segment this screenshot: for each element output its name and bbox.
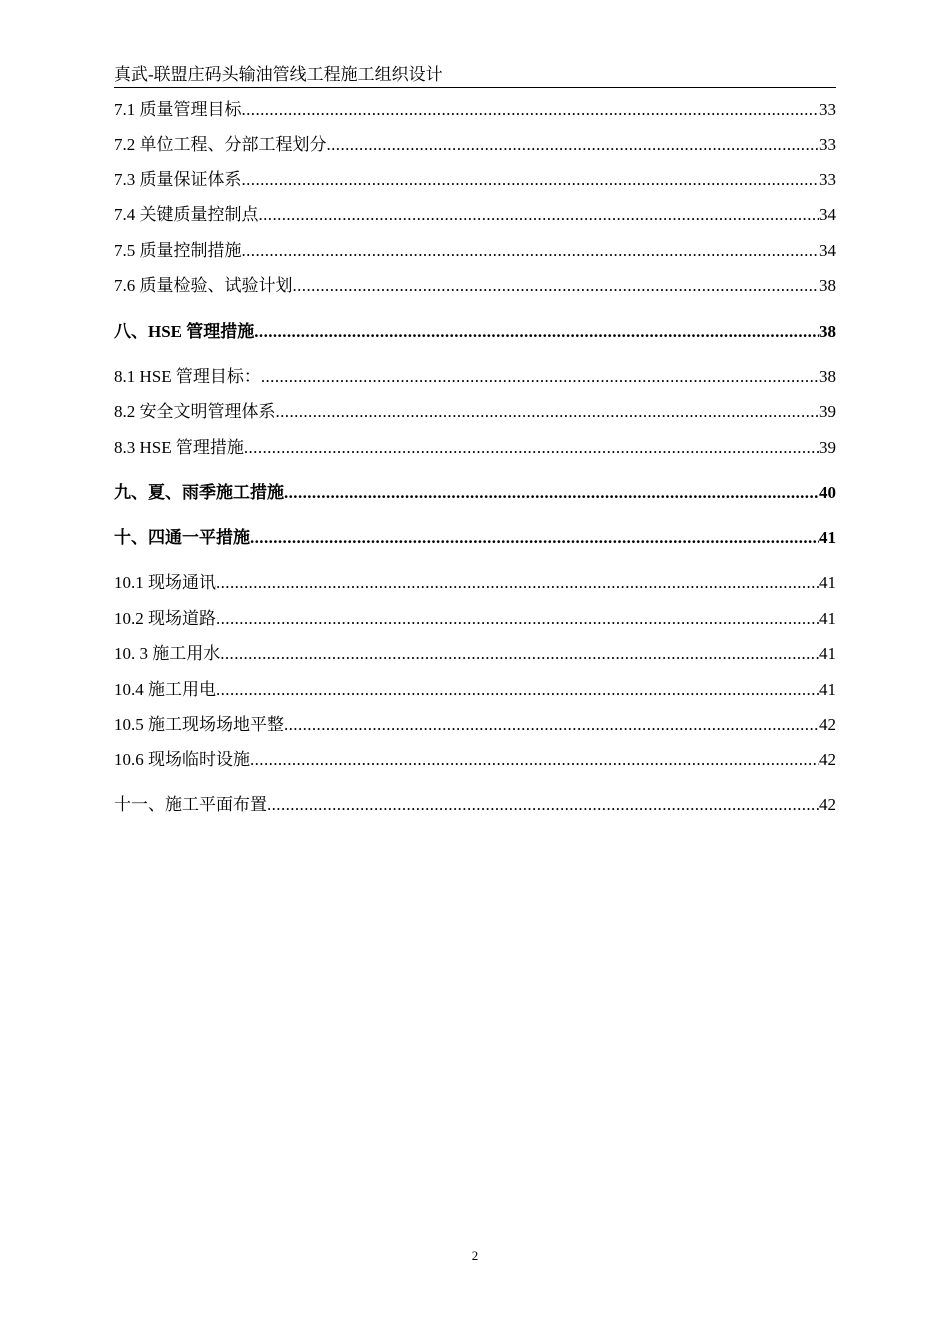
- toc-entry[interactable]: [114, 95, 836, 125]
- toc-entry-page: 38: [819, 276, 836, 295]
- toc-entry[interactable]: [114, 236, 836, 266]
- toc-dot-leader: [250, 745, 819, 775]
- toc-dot-leader: [250, 523, 819, 553]
- toc-entry-label: 10.4 施工用电: [114, 680, 216, 699]
- toc-entry[interactable]: [114, 397, 836, 427]
- toc-dot-leader: [216, 675, 819, 705]
- toc-entry[interactable]: [114, 745, 836, 775]
- toc-entry-label: 十一、施工平面布置: [114, 795, 267, 814]
- toc-chapter-entry[interactable]: [114, 478, 836, 508]
- toc-entry-page: 33: [819, 135, 836, 154]
- toc-dot-leader: [216, 568, 819, 598]
- toc-entry-label: 7.1 质量管理目标: [114, 100, 242, 119]
- toc-entry-label: 10.5 施工现场场地平整: [114, 715, 284, 734]
- toc-entry[interactable]: [114, 200, 836, 230]
- toc-entry-label: 九、夏、雨季施工措施: [114, 483, 284, 502]
- toc-dot-leader: [244, 433, 819, 463]
- toc-entry-label: 8.3 HSE 管理措施: [114, 438, 244, 457]
- toc-entry-page: 42: [819, 795, 836, 814]
- toc-dot-leader: [254, 317, 819, 347]
- toc-entry-page: 41: [819, 528, 836, 547]
- toc-dot-leader: [242, 95, 820, 125]
- toc-dot-leader: [284, 710, 819, 740]
- toc-dot-leader: [220, 639, 819, 669]
- toc-entry-label: 8.1 HSE 管理目标：: [114, 367, 261, 386]
- toc-entry-label: 10.6 现场临时设施: [114, 750, 250, 769]
- toc-entry[interactable]: [114, 130, 836, 160]
- toc-entry-page: 41: [819, 644, 836, 663]
- toc-dot-leader: [216, 604, 819, 634]
- toc-entry-page: 38: [819, 367, 836, 386]
- toc-entry-label: 7.6 质量检验、试验计划: [114, 276, 293, 295]
- page-number: 2: [471, 1248, 479, 1263]
- toc-entry-label: 十、四通一平措施: [114, 528, 250, 547]
- toc-entry-page: 41: [819, 680, 836, 699]
- toc-entry[interactable]: [114, 165, 836, 195]
- toc-entry[interactable]: [114, 710, 836, 740]
- toc-entry-page: 40: [819, 483, 836, 502]
- toc-entry[interactable]: [114, 271, 836, 301]
- toc-entry-label: 7.5 质量控制措施: [114, 241, 242, 260]
- toc-dot-leader: [284, 478, 819, 508]
- toc-entry-page: 33: [819, 170, 836, 189]
- toc-entry[interactable]: [114, 568, 836, 598]
- toc-chapter-entry[interactable]: [114, 317, 836, 347]
- toc-dot-leader: [242, 165, 820, 195]
- toc-entry-label: 7.2 单位工程、分部工程划分: [114, 135, 327, 154]
- toc-entry[interactable]: [114, 433, 836, 463]
- toc-entry-page: 41: [819, 573, 836, 592]
- toc-entry-page: 39: [819, 402, 836, 421]
- toc-entry-label: 8.2 安全文明管理体系: [114, 402, 276, 421]
- toc-dot-leader: [261, 362, 819, 392]
- toc-dot-leader: [276, 397, 820, 427]
- toc-entry-label: 7.3 质量保证体系: [114, 170, 242, 189]
- toc-entry-label: 10.2 现场道路: [114, 609, 216, 628]
- toc-entry-page: 39: [819, 438, 836, 457]
- toc-entry-page: 34: [819, 241, 836, 260]
- toc-entry-page: 34: [819, 205, 836, 224]
- toc-entry-page: 42: [819, 750, 836, 769]
- toc-chapter-entry[interactable]: [114, 790, 836, 820]
- toc-entry-page: 41: [819, 609, 836, 628]
- toc-entry-page: 42: [819, 715, 836, 734]
- toc-dot-leader: [242, 236, 820, 266]
- toc-entry-page: 38: [819, 322, 836, 341]
- toc-entry[interactable]: [114, 362, 836, 392]
- toc-entry-label: 7.4 关键质量控制点: [114, 205, 259, 224]
- toc-dot-leader: [293, 271, 820, 301]
- toc-entry-page: 33: [819, 100, 836, 119]
- toc-entry-label: 八、HSE 管理措施: [114, 322, 255, 341]
- toc-entry[interactable]: [114, 675, 836, 705]
- toc-entry[interactable]: [114, 639, 836, 669]
- toc-dot-leader: [327, 130, 820, 160]
- toc-dot-leader: [267, 790, 819, 820]
- document-header: 真武-联盟庄码头输油管线工程施工组织设计: [114, 64, 836, 88]
- toc-dot-leader: [259, 200, 820, 230]
- toc-chapter-entry[interactable]: [114, 523, 836, 553]
- toc-entry[interactable]: [114, 604, 836, 634]
- toc-entry-label: 10. 3 施工用水: [114, 644, 221, 663]
- toc-entry-label: 10.1 现场通讯: [114, 573, 216, 592]
